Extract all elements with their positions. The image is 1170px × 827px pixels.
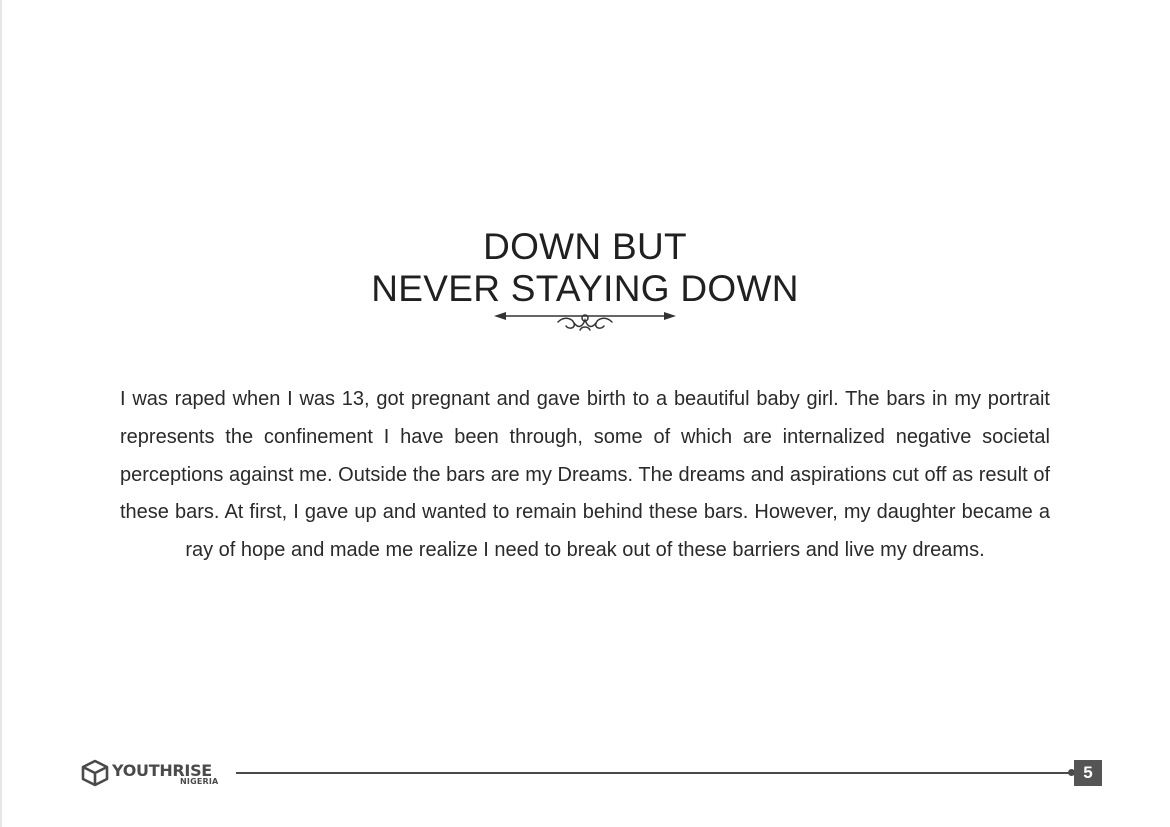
flourish-divider-icon — [494, 306, 676, 336]
page-number-badge: 5 — [1074, 760, 1102, 786]
story-paragraph: I was raped when I was 13, got pregnant and gave birth to a beautiful baby girl. The bars in my portrait represents the confinement I have been through, some of which are internalized negative societal perceptions against me. Outside the bars are my Dreams. The dreams and aspirations cut off as result of these bars. At first, I gave up and wanted to remain behind these bars. However, my daughter became a ray of hope and made me realize I need to break out of these barriers and live my dreams. — [120, 388, 1050, 562]
page-edge — [0, 0, 2, 827]
footer-divider — [236, 772, 1070, 774]
page-title — [0, 226, 1170, 310]
logo-wordmark: YOUTHRISE — [112, 761, 212, 780]
logo-subtext: NIGERIA — [180, 777, 219, 786]
page-footer — [0, 750, 1170, 800]
box-logo-icon — [80, 758, 110, 788]
title-line-2: NEVER STAYING DOWN — [371, 268, 799, 309]
title-line-1: DOWN BUT — [483, 226, 687, 267]
